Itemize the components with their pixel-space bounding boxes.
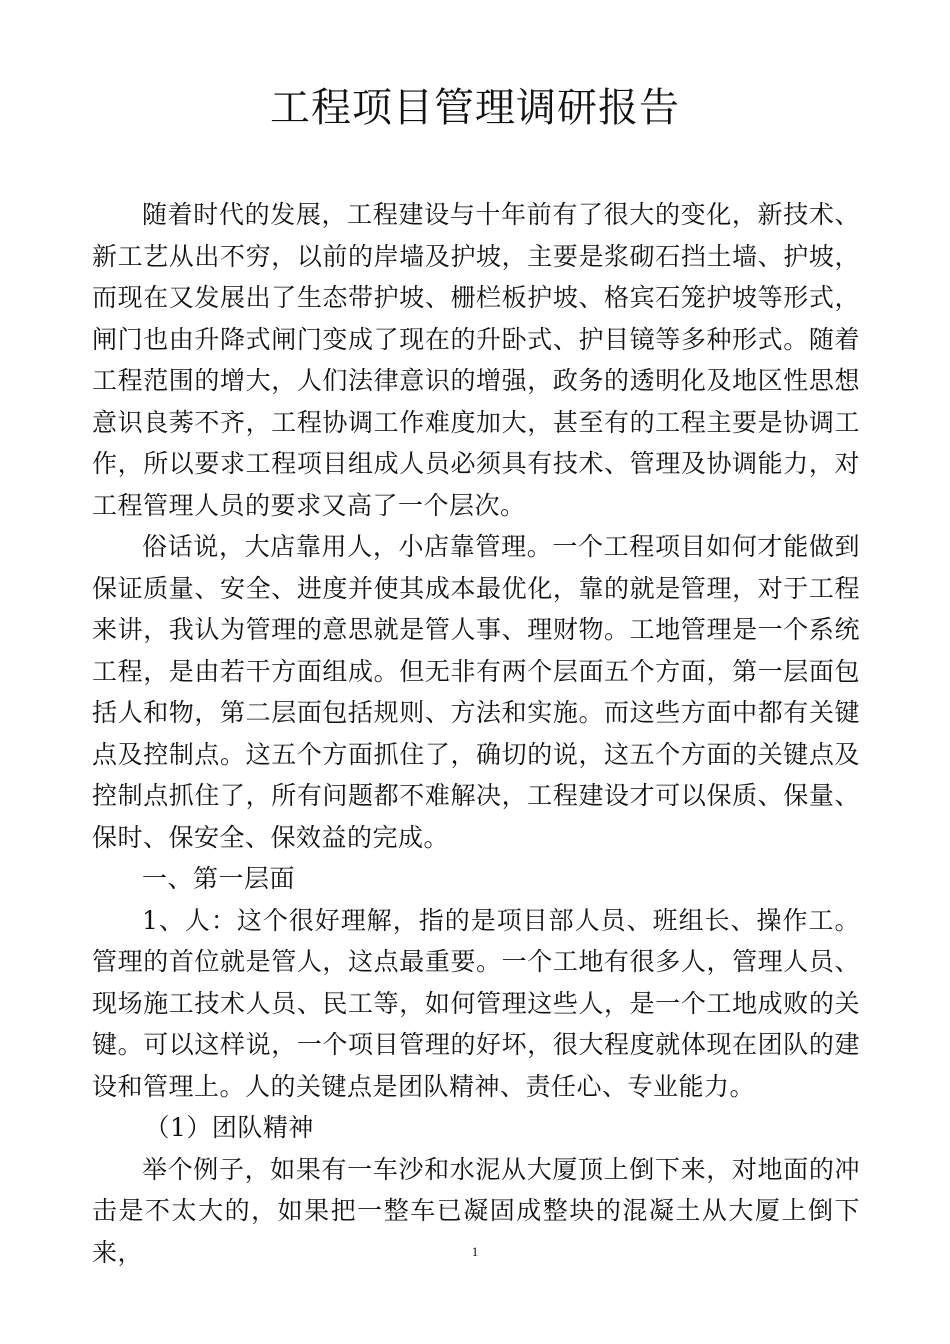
page-number: 1 [471, 1244, 479, 1259]
item-paragraph: 1、人：这个很好理解，指的是项目部人员、班组长、操作工。管理的首位就是管人，这点最重要。一个工地有很多人，管理人员、现场施工技术人员、民工等，如何管理这些人，是一个工地成败的关键。可以这样说，一个项目管理的好坏，很大程度就体现在团队的建设和管理上。人的关键点是团队精神、责任心、专业能力。 [92, 905, 860, 1101]
subheading: （1）团队精神 [144, 1113, 314, 1142]
body-paragraph-1: 随着时代的发展，工程建设与十年前有了很大的变化，新技术、新工艺从出不穷，以前的岸墙及护坡，主要是浆砌石挡土墙、护坡，而现在又发展出了生态带护坡、栅栏板护坡、格宾石笼护坡等形式，闸门也由升降式闸门变成了现在的升卧式、护目镜等多种形式。随着工程范围的增大，人们法律意识的增强，政务的透明化及地区性思想意识良莠不齐，工程协调工作难度加大，甚至有的工程主要是协调工作，所以要求工程项目组成人员必须具有技术、管理及协调能力，对工程管理人员的要求又高了一个层次。 [92, 200, 860, 520]
document-title: 工程项目管理调研报告 [270, 85, 680, 131]
document-body [92, 194, 860, 1273]
section-heading: 一、第一层面 [142, 864, 296, 893]
body-paragraph-2: 俗话说，大店靠用人，小店靠管理。一个工程项目如何才能做到保证质量、安全、进度并使其成本最优化，靠的就是管理，对于工程来讲，我认为管理的意思就是管人事、理财物。工地管理是一个系统工程，是由若干方面组成。但无非有两个层面五个方面，第一层面包括人和物，第二层面包括规则、方法和实施。而这些方面中都有关键点及控制点。这五个方面抓住了，确切的说，这五个方面的关键点及控制点抓住了，所有问题都不难解决，工程建设才可以保质、保量、保时、保安全、保效益的完成。 [92, 532, 860, 852]
continuation-paragraph: 举个例子，如果有一车沙和水泥从大厦顶上倒下来，对地面的冲击是不太大的，如果把一整车已凝固成整块的混凝土从大厦上倒下来， [92, 1154, 860, 1267]
